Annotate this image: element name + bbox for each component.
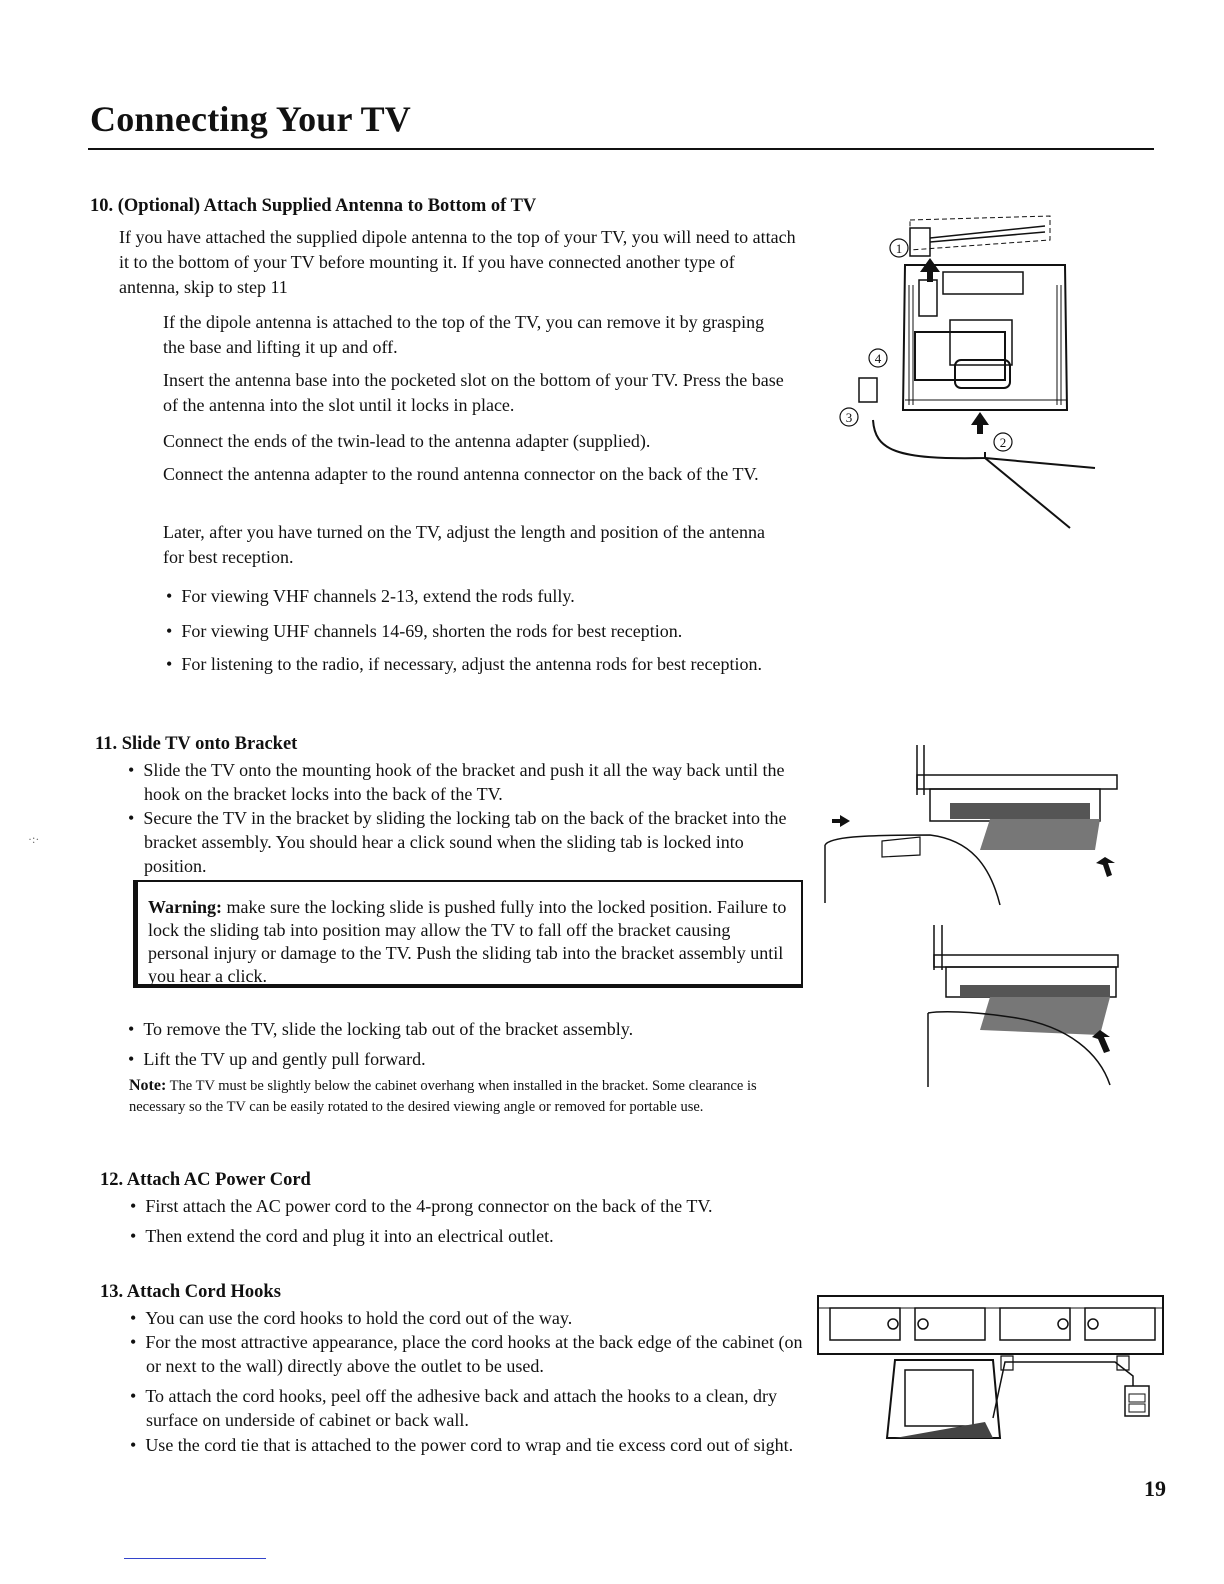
step-13-bullet-cord-tie: • Use the cord tie that is attached to the power cord to wrap and tie excess cord out of sight. bbox=[130, 1433, 811, 1457]
step-10-bullet-vhf: • For viewing VHF channels 2-13, extend the rods fully. bbox=[166, 584, 782, 608]
step-13-bullet-use: • You can use the cord hooks to hold the cord out of the way. bbox=[130, 1306, 811, 1330]
step-11-bullet-secure: • Secure the TV in the bracket by sliding the locking tab on the back of the bracket into the bracket assembly. You should hear a click sound when the sliding tab is locked into position. bbox=[128, 806, 809, 878]
step-10-heading: 10. (Optional) Attach Supplied Antenna to Bottom of TV bbox=[90, 196, 537, 216]
callout-3: 3 bbox=[845, 410, 853, 425]
step-10-instruction-5: Later, after you have turned on the TV, adjust the length and position of the antenna for best reception. bbox=[163, 522, 765, 567]
step-11-note bbox=[129, 1075, 789, 1118]
step-11-heading: 11. Slide TV onto Bracket bbox=[95, 734, 298, 754]
bracket-diagram-top bbox=[820, 745, 1120, 905]
step-13-heading: 13. Attach Cord Hooks bbox=[100, 1282, 281, 1302]
step-10-instruction-3: Connect the ends of the twin-lead to the antenna adapter (supplied). bbox=[163, 431, 651, 451]
step-12-bullet-extend: • Then extend the cord and plug it into an electrical outlet. bbox=[130, 1224, 811, 1248]
antenna-diagram bbox=[835, 210, 1105, 540]
scan-artifact: ·:· bbox=[28, 832, 40, 846]
cord-hooks-diagram bbox=[815, 1290, 1170, 1445]
step-10-bullet-radio: • For listening to the radio, if necessary, adjust the antenna rods for best reception. bbox=[166, 652, 772, 676]
callout-2: 2 bbox=[999, 435, 1007, 450]
warning-box bbox=[133, 880, 803, 988]
step-10-intro: If you have attached the supplied dipole antenna to the top of your TV, you will need to attach it to the bottom of your TV before mounting it. If you have connected another type of antenna, skip to step 11 bbox=[119, 227, 796, 297]
step-11-bullet-remove: • To remove the TV, slide the locking tab out of the bracket assembly. bbox=[128, 1017, 809, 1041]
callout-1: 1 bbox=[895, 241, 903, 256]
step-10-bullet-uhf: • For viewing UHF channels 14-69, shorten the rods for best reception. bbox=[166, 619, 782, 643]
warning-text: make sure the locking slide is pushed fully into the locked position. Failure to lock the sliding tab into position may allow the TV to fall off the bracket causing personal injury or damage to the TV. Push the sliding tab into the bracket assembly until you hear a click. bbox=[148, 897, 787, 986]
step-13-bullet-adhesive: • To attach the cord hooks, peel off the adhesive back and attach the hooks to a clean, dry surface on underside of cabinet or back wall. bbox=[130, 1384, 811, 1432]
step-10-instruction-2: Insert the antenna base into the pocketed slot on the bottom of your TV. Press the base of the antenna into the slot until it locks in place. bbox=[163, 370, 784, 415]
step-13-bullet-placement: • For the most attractive appearance, place the cord hooks at the back edge of the cabinet (on or next to the wall) directly above the outlet to be used. bbox=[130, 1330, 811, 1378]
bracket-diagram-bottom bbox=[920, 925, 1120, 1090]
step-12-heading: 12. Attach AC Power Cord bbox=[100, 1170, 311, 1190]
step-12-bullet-attach: • First attach the AC power cord to the 4-prong connector on the back of the TV. bbox=[130, 1194, 811, 1218]
note-text: The TV must be slightly below the cabinet overhang when installed in the bracket. Some clearance is necessary so the TV can be easily rotated to the desired viewing angle or removed for portable use. bbox=[129, 1078, 757, 1115]
title-rule bbox=[88, 148, 1154, 150]
callout-4: 4 bbox=[874, 351, 882, 366]
page-title: Connecting Your TV bbox=[90, 99, 411, 139]
warning-label: Warning: bbox=[148, 897, 223, 917]
step-10-instruction-4: Connect the antenna adapter to the round antenna connector on the back of the TV. bbox=[163, 464, 759, 484]
note-label: Note: bbox=[129, 1077, 167, 1094]
footer-rule bbox=[124, 1558, 266, 1559]
step-11-bullet-lift: • Lift the TV up and gently pull forward. bbox=[128, 1047, 809, 1071]
step-10-instruction-1: If the dipole antenna is attached to the top of the TV, you can remove it by grasping the base and lifting it up and off. bbox=[163, 312, 765, 357]
step-11-bullet-slide: • Slide the TV onto the mounting hook of the bracket and push it all the way back until the hook on the bracket locks into the back of the TV. bbox=[128, 758, 809, 806]
page-number: 19 bbox=[1144, 1476, 1166, 1501]
